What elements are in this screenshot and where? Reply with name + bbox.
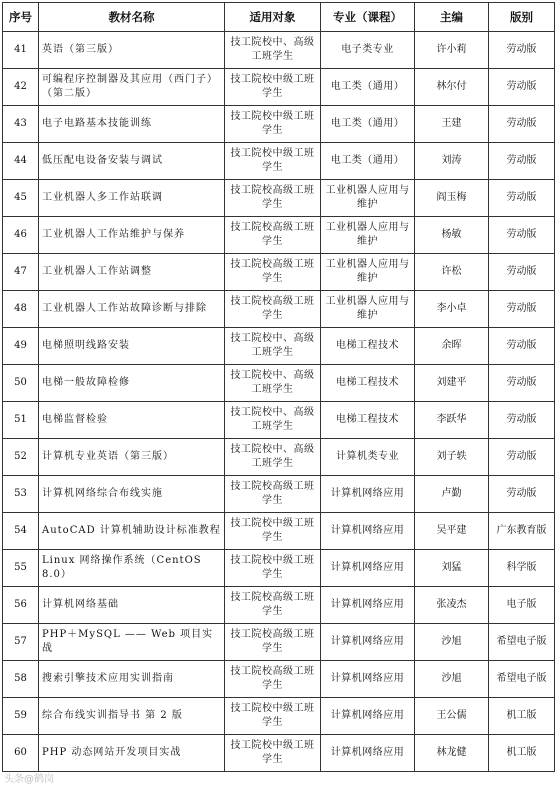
publisher-cell: 劳动版 [489,254,555,291]
major-cell: 电梯工程技术 [321,402,415,439]
audience-cell: 技工院校高级工班学生 [225,661,321,698]
serial-no-cell: 47 [3,254,39,291]
header-publisher: 版别 [489,3,555,32]
major-cell: 计算机网络应用 [321,587,415,624]
audience-cell: 技工院校中级工班学生 [225,735,321,772]
serial-no-cell: 53 [3,476,39,513]
header-major: 专业（课程） [321,3,415,32]
serial-no-cell: 60 [3,735,39,772]
serial-no-cell: 43 [3,106,39,143]
major-cell: 计算机网络应用 [321,513,415,550]
table-row [3,402,555,439]
major-cell: 计算机网络应用 [321,550,415,587]
major-cell: 工业机器人应用与维护 [321,180,415,217]
publisher-cell: 希望电子版 [489,624,555,661]
major-cell: 电工类（通用） [321,106,415,143]
header-editor: 主编 [415,3,489,32]
textbook-name-cell: 搜索引擎技术应用实训指南 [39,661,225,698]
publisher-cell: 劳动版 [489,402,555,439]
textbook-name-cell: 工业机器人工作站故障诊断与排除 [39,291,225,328]
serial-no-cell: 46 [3,217,39,254]
watermark: 头条@鹤岗 [4,774,54,785]
table-row [3,180,555,217]
publisher-cell: 希望电子版 [489,661,555,698]
audience-cell: 技工院校中级工班学生 [225,69,321,106]
editor-cell: 刘涛 [415,143,489,180]
table-row [3,365,555,402]
editor-cell: 沙旭 [415,661,489,698]
editor-cell: 杨敏 [415,217,489,254]
major-cell: 计算机网络应用 [321,661,415,698]
editor-cell: 卢勤 [415,476,489,513]
editor-cell: 许松 [415,254,489,291]
audience-cell: 技工院校中、高级工班学生 [225,328,321,365]
major-cell: 电子类专业 [321,32,415,69]
table-row [3,106,555,143]
publisher-cell: 劳动版 [489,291,555,328]
table-row [3,735,555,772]
serial-no-cell: 45 [3,180,39,217]
table-row [3,328,555,365]
audience-cell: 技工院校中、高级工班学生 [225,32,321,69]
table-row [3,143,555,180]
publisher-cell: 劳动版 [489,32,555,69]
publisher-cell: 劳动版 [489,143,555,180]
audience-cell: 技工院校高级工班学生 [225,254,321,291]
editor-cell: 刘建平 [415,365,489,402]
table-row [3,698,555,735]
textbook-name-cell: 电梯一般故障检修 [39,365,225,402]
textbook-name-cell: PHP 动态网站开发项目实战 [39,735,225,772]
table-row [3,254,555,291]
table-row [3,32,555,69]
serial-no-cell: 48 [3,291,39,328]
publisher-cell: 科学版 [489,550,555,587]
publisher-cell: 机工版 [489,698,555,735]
header-serial-no: 序号 [3,3,39,32]
editor-cell: 李小卓 [415,291,489,328]
serial-no-cell: 59 [3,698,39,735]
serial-no-cell: 57 [3,624,39,661]
editor-cell: 王建 [415,106,489,143]
serial-no-cell: 49 [3,328,39,365]
serial-no-cell: 44 [3,143,39,180]
audience-cell: 技工院校中、高级工班学生 [225,402,321,439]
textbook-name-cell: PHP＋MySQL —— Web 项目实战 [39,624,225,661]
editor-cell: 吴平建 [415,513,489,550]
major-cell: 电工类（通用） [321,143,415,180]
major-cell: 电工类（通用） [321,69,415,106]
audience-cell: 技工院校高级工班学生 [225,291,321,328]
table-row [3,513,555,550]
editor-cell: 余晖 [415,328,489,365]
table-row [3,624,555,661]
editor-cell: 林龙健 [415,735,489,772]
audience-cell: 技工院校中、高级工班学生 [225,439,321,476]
textbook-name-cell: 低压配电设备安装与调试 [39,143,225,180]
textbook-name-cell: 工业机器人工作站维护与保养 [39,217,225,254]
serial-no-cell: 51 [3,402,39,439]
editor-cell: 张凌杰 [415,587,489,624]
table-row [3,217,555,254]
table-row [3,69,555,106]
publisher-cell: 劳动版 [489,365,555,402]
editor-cell: 刘子轶 [415,439,489,476]
major-cell: 计算机类专业 [321,439,415,476]
table-row [3,291,555,328]
publisher-cell: 劳动版 [489,328,555,365]
textbook-name-cell: 工业机器人多工作站联调 [39,180,225,217]
major-cell: 工业机器人应用与维护 [321,254,415,291]
editor-cell: 林尔付 [415,69,489,106]
publisher-cell: 劳动版 [489,476,555,513]
major-cell: 工业机器人应用与维护 [321,217,415,254]
table-row [3,587,555,624]
table-row [3,476,555,513]
serial-no-cell: 52 [3,439,39,476]
major-cell: 计算机网络应用 [321,698,415,735]
editor-cell: 沙旭 [415,624,489,661]
editor-cell: 刘猛 [415,550,489,587]
serial-no-cell: 58 [3,661,39,698]
table-row [3,439,555,476]
textbook-name-cell: 电子电路基本技能训练 [39,106,225,143]
audience-cell: 技工院校中、高级工班学生 [225,365,321,402]
serial-no-cell: 41 [3,32,39,69]
publisher-cell: 劳动版 [489,439,555,476]
major-cell: 电梯工程技术 [321,328,415,365]
textbook-name-cell: 计算机网络综合布线实施 [39,476,225,513]
table-row [3,550,555,587]
serial-no-cell: 50 [3,365,39,402]
textbook-name-cell: 计算机专业英语（第三版） [39,439,225,476]
major-cell: 工业机器人应用与维护 [321,291,415,328]
editor-cell: 许小莉 [415,32,489,69]
textbook-table [2,2,555,772]
publisher-cell: 广东教育版 [489,513,555,550]
textbook-name-cell: 电梯照明线路安装 [39,328,225,365]
serial-no-cell: 54 [3,513,39,550]
textbook-name-cell: Linux 网络操作系统（CentOS 8.0） [39,550,225,587]
table-body [3,32,555,772]
textbook-name-cell: AutoCAD 计算机辅助设计标准教程 [39,513,225,550]
audience-cell: 技工院校高级工班学生 [225,217,321,254]
textbook-name-cell: 工业机器人工作站调整 [39,254,225,291]
audience-cell: 技工院校高级工班学生 [225,476,321,513]
publisher-cell: 劳动版 [489,106,555,143]
major-cell: 电梯工程技术 [321,365,415,402]
editor-cell: 阎玉梅 [415,180,489,217]
editor-cell: 李跃华 [415,402,489,439]
publisher-cell: 劳动版 [489,217,555,254]
publisher-cell: 劳动版 [489,69,555,106]
serial-no-cell: 42 [3,69,39,106]
serial-no-cell: 55 [3,550,39,587]
textbook-name-cell: 电梯监督检验 [39,402,225,439]
major-cell: 计算机网络应用 [321,735,415,772]
textbook-name-cell: 计算机网络基础 [39,587,225,624]
audience-cell: 技工院校高级工班学生 [225,587,321,624]
textbook-name-cell: 可编程序控制器及其应用（西门子）（第二版） [39,69,225,106]
textbook-name-cell: 英语（第三版） [39,32,225,69]
audience-cell: 技工院校中级工班学生 [225,143,321,180]
major-cell: 计算机网络应用 [321,624,415,661]
publisher-cell: 电子版 [489,587,555,624]
major-cell: 计算机网络应用 [321,476,415,513]
audience-cell: 技工院校中级工班学生 [225,513,321,550]
publisher-cell: 机工版 [489,735,555,772]
audience-cell: 技工院校中级工班学生 [225,698,321,735]
editor-cell: 王公儒 [415,698,489,735]
audience-cell: 技工院校高级工班学生 [225,180,321,217]
serial-no-cell: 56 [3,587,39,624]
header-audience: 适用对象 [225,3,321,32]
textbook-name-cell: 综合布线实训指导书 第 2 版 [39,698,225,735]
header-textbook-name: 教材名称 [39,3,225,32]
publisher-cell: 劳动版 [489,180,555,217]
table-row [3,661,555,698]
audience-cell: 技工院校中级工班学生 [225,550,321,587]
header-row [3,3,555,32]
audience-cell: 技工院校高级工班学生 [225,624,321,661]
audience-cell: 技工院校中级工班学生 [225,106,321,143]
